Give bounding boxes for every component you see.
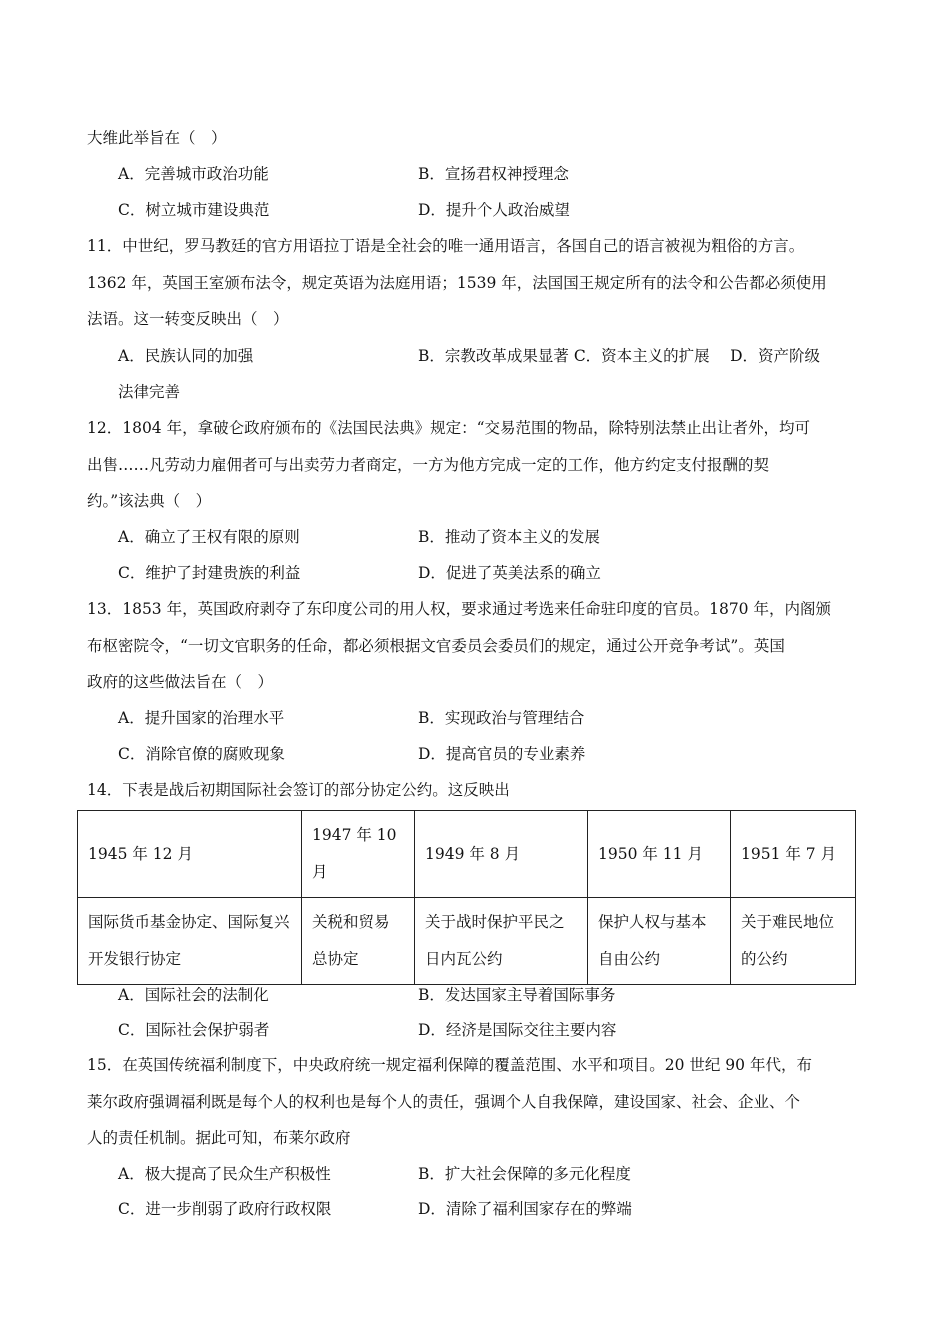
q11-options-bcd[interactable]: B．宗教改革成果显著 C．资本主义的扩展 D．资产阶级 [418,347,821,365]
q14-stem: 14．下表是战后初期国际社会签订的部分协定公约。这反映出 [87,781,510,799]
q11-option-d-wrap: 法律完善 [118,383,181,401]
q14-option-d[interactable]: D．经济是国际交往主要内容 [418,1021,617,1039]
q15-stem-line-3: 人的责任机制。据此可知，布莱尔政府 [87,1129,351,1147]
q12-stem-line-2: 出售……凡劳动力雇佣者可与出卖劳力者商定，一方为他方完成一定的工作，他方约定支付报酬的契 [87,456,770,474]
q14-option-a[interactable]: A．国际社会的法制化 [118,986,269,1004]
q11-stem-line-1: 11．中世纪，罗马教廷的官方用语拉丁语是全社会的唯一通用语言，各国自己的语言被视为粗俗的方言。 [87,237,805,255]
q10-stem: 大维此举旨在（ ） [87,129,227,147]
table-cell-agreement: 关税和贸易总协定 [302,898,415,985]
q14-option-b[interactable]: B．发达国家主导着国际事务 [418,986,616,1004]
q13-stem-line-3: 政府的这些做法旨在（ ） [87,673,274,691]
q12-option-c[interactable]: C．维护了封建贵族的利益 [118,564,301,582]
table-cell-date: 1949 年 8 月 [415,811,588,898]
q10-option-d[interactable]: D．提升个人政治威望 [418,201,570,219]
table-row [78,898,856,985]
table-cell-agreement: 国际货币基金协定、国际复兴开发银行协定 [78,898,302,985]
q13-stem-line-2: 布枢密院令，“一切文官职务的任命，都必须根据文官委员会委员们的规定，通过公开竞争考试”。英国 [87,637,785,655]
table-row [78,811,856,898]
q13-option-d[interactable]: D．提高官员的专业素养 [418,745,586,763]
q15-option-b[interactable]: B．扩大社会保障的多元化程度 [418,1165,631,1183]
q11-option-a[interactable]: A．民族认同的加强 [118,347,254,365]
q12-option-a[interactable]: A．确立了王权有限的原则 [118,528,300,546]
table-cell-date: 1950 年 11 月 [588,811,731,898]
q13-option-c[interactable]: C．消除官僚的腐败现象 [118,745,285,763]
q10-option-c[interactable]: C．树立城市建设典范 [118,201,270,219]
q12-option-d[interactable]: D．促进了英美法系的确立 [418,564,601,582]
table-cell-date: 1945 年 12 月 [78,811,302,898]
q15-stem-line-1: 15．在英国传统福利制度下，中央政府统一规定福利保障的覆盖范围、水平和项目。20 世纪 90 年代，布 [87,1056,812,1074]
q11-stem-line-2: 1362 年，英国王室颁布法令，规定英语为法庭用语；1539 年，法国国王规定所有的法令和公告都必须使用 [87,274,827,292]
q12-stem-line-1: 12．1804 年，拿破仑政府颁布的《法国民法典》规定：“交易范围的物品，除特别法禁止出让者外，均可 [87,419,811,437]
table-cell-agreement: 保护人权与基本自由公约 [588,898,731,985]
q12-option-b[interactable]: B．推动了资本主义的发展 [418,528,600,546]
q15-stem-line-2: 莱尔政府强调福利既是每个人的权利也是每个人的责任，强调个人自我保障，建设国家、社会、企业、个 [87,1093,801,1111]
q10-option-a[interactable]: A．完善城市政治功能 [118,165,269,183]
q13-stem-line-1: 13．1853 年，英国政府剥夺了东印度公司的用人权，要求通过考选来任命驻印度的官员。1870 年，内阁颁 [87,600,831,618]
table-cell-agreement: 关于战时保护平民之日内瓦公约 [415,898,588,985]
q13-option-a[interactable]: A．提升国家的治理水平 [118,709,285,727]
q14-option-c[interactable]: C．国际社会保护弱者 [118,1021,270,1039]
q15-option-d[interactable]: D．清除了福利国家存在的弊端 [418,1200,632,1218]
table-cell-date: 1951 年 7 月 [731,811,856,898]
q12-stem-line-3: 约。”该法典（ ） [87,492,212,510]
q11-stem-line-3: 法语。这一转变反映出（ ） [87,310,289,328]
q15-option-c[interactable]: C．进一步削弱了政府行政权限 [118,1200,332,1218]
q10-option-b[interactable]: B．宣扬君权神授理念 [418,165,569,183]
table-cell-date: 1947 年 10 月 [302,811,415,898]
table-cell-agreement: 关于难民地位的公约 [731,898,856,985]
q13-option-b[interactable]: B．实现政治与管理结合 [418,709,585,727]
q15-option-a[interactable]: A．极大提高了民众生产积极性 [118,1165,331,1183]
agreements-table [77,810,856,985]
